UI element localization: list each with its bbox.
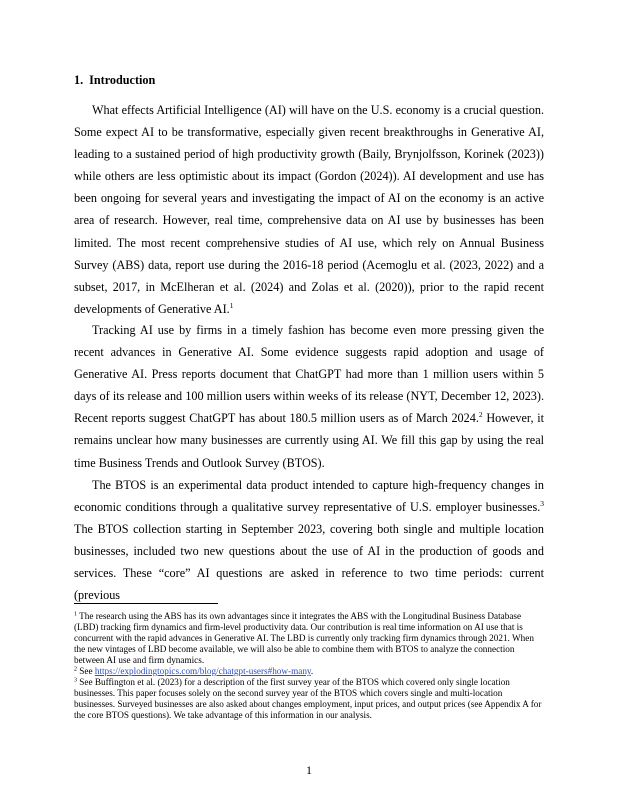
paragraph-2: [74, 319, 544, 474]
footnote-2: [74, 666, 544, 677]
section-title: Introduction: [89, 73, 156, 87]
paragraph-3-text-a: The BTOS is an experimental data product intended to capture high-frequency changes in economic conditions through a qualitative survey representative of U.S. employer businesses.: [74, 478, 544, 515]
footnote-1: [74, 611, 544, 666]
paragraph-3: [74, 474, 544, 607]
section-heading: [74, 72, 155, 88]
section-number: 1.: [74, 73, 84, 87]
footnote-ref-1[interactable]: 1: [229, 300, 234, 310]
footnote-3: [74, 677, 544, 721]
footnote-2-prefix: See: [77, 666, 95, 676]
paragraph-3-text-b: The BTOS collection starting in September 2023, covering both single and multiple location businesses, included two new questions about the use of AI in the production of goods and services. These “core” AI questions are asked in reference to two time periods: current (previous: [74, 522, 544, 603]
page-number: 1: [306, 763, 312, 777]
paragraph-2-text-a: Tracking AI use by firms in a timely fashion has become even more pressing given the recent advances in Generative AI. Some evidence suggests rapid adoption and usage of Generative AI. Press reports document that ChatGPT had more than 1 million users within 5 days of its release and 100 million users within weeks of its release (NYT, December 12, 2023). Recent reports suggest ChatGPT has about 180.5 million users as of March 2024.: [74, 323, 544, 426]
footnote-2-link[interactable]: https://explodingtopics.com/blog/chatgpt-users#how-many: [94, 666, 311, 676]
footnote-separator: [74, 603, 218, 604]
paragraph-2-text-b: However, it remains unclear how many businesses are currently using AI. We fill this gap by using the real time Business Trends and Outlook Survey (BTOS).: [74, 411, 545, 470]
footnote-1-text: The research using the ABS has its own advantages since it integrates the ABS with the Longitudinal Business Database (LBD) tracking firm dynamics and firm-level productivity data. Our contribution is real time information on AI use that is concurrent with the rapid advances in Generative AI. The LBD is currently only tracking firm dynamics through 2021. When the new vintages of LBD become available, we will also be able to combine them with BTOS to analyze the connection between AI use and firm dynamics.: [74, 611, 534, 665]
footnote-2-suffix: .: [310, 666, 314, 676]
footnotes: [74, 611, 544, 721]
footnote-1-mark: 1: [74, 611, 77, 618]
footnote-2-mark: 2: [74, 666, 77, 673]
footnote-ref-3[interactable]: 3: [540, 499, 544, 509]
footnote-3-mark: 3: [74, 677, 77, 684]
footnote-ref-2[interactable]: 2: [478, 410, 483, 420]
paragraph-1: [74, 99, 544, 320]
footnote-3-text: See Buffington et al. (2023) for a description of the first survey year of the BTOS which covered only single location businesses. This paper focuses solely on the second survey year of the BTOS which covers single and multi-location businesses. Surveyed businesses are also asked about changes employment, input prices, and output prices (see Appendix A for the core BTOS questions). We take advantage of this information in our analysis.: [74, 677, 542, 720]
paragraph-1-text: What effects Artificial Intelligence (AI) will have on the U.S. economy is a crucial question. Some expect AI to be transformative, especially given recent breakthroughs in Generative AI, leading to a sustained period of high productivity growth (Baily, Brynjolfsson, Korinek (2023)) while others are less optimistic about its impact (Gordon (2024)). AI development and use has been ongoing for several years and investigating the impact of AI on the economy is an active area of research. However, real time, comprehensive data on AI use by businesses has been limited. The most recent comprehensive studies of AI use, which rely on Annual Business Survey (ABS) data, report use during the 2016-18 period (Acemoglu et al. (2023, 2022) and a subset, 2017, in McElheran et al. (2024) and Zolas et al. (2020)), prior to the rapid recent developments of Generative AI.: [74, 103, 544, 316]
